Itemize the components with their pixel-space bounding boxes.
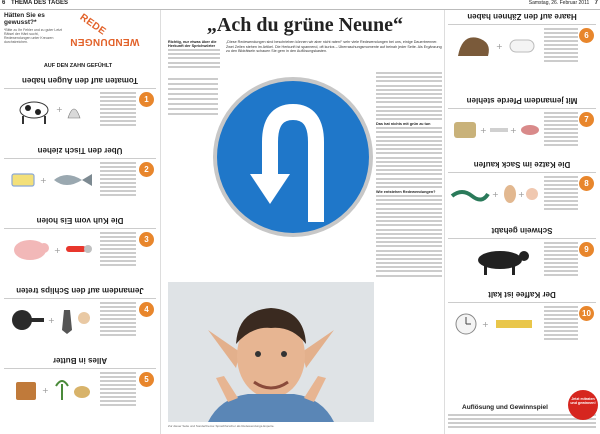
section-label: THEMA DES TAGES (11, 0, 69, 6)
pot-plant-icon (4, 372, 96, 406)
puzzle-pictures (448, 306, 540, 340)
item-rule (448, 302, 596, 303)
item-rule (448, 108, 596, 109)
column-divider-right (444, 10, 445, 434)
prize-stamp: Jetzt mitraten und gewinnen! (568, 390, 598, 420)
worm-cat-icon (448, 176, 540, 210)
puzzle-text (544, 28, 578, 66)
puzzle-pictures (448, 28, 540, 62)
svg-text:+: + (56, 105, 63, 114)
svg-text:+: + (492, 190, 499, 199)
puzzle-number-badge: 1 (139, 92, 154, 107)
puzzle-item-3 (4, 216, 156, 274)
issue-date: Samstag, 26. Februar 2011 (528, 0, 590, 6)
item-rule (4, 228, 156, 229)
puzzle-pictures (4, 162, 96, 196)
puzzle-text (544, 306, 578, 344)
puzzle-pictures (4, 232, 96, 266)
u-turn-sign (168, 72, 374, 282)
redewendungen-banner (68, 12, 140, 47)
teaser-subtitle: AUF DEN ZAHN GEFÜHLT (43, 63, 113, 69)
puzzle-item-4 (4, 286, 156, 344)
puzzle-pictures (4, 372, 96, 406)
puzzle-number-badge: 6 (579, 28, 594, 43)
teaser-text: *Bitte zu Ihr Fehler und zu guter Letzt Rätsel der Hänt sucht, Redewendungen unter Kreuzen durchstreichen. (4, 28, 62, 44)
puzzle-text (100, 232, 136, 270)
u-turn-icon (168, 72, 374, 282)
page-number-left: 6 (2, 0, 6, 6)
puzzle-text (544, 112, 578, 150)
column-heading-2: Das hat nichts mit grün zu tun (376, 122, 431, 127)
puzzle-text (100, 302, 136, 340)
puzzle-item-2 (4, 146, 156, 204)
svg-text:+: + (482, 320, 489, 329)
puzzle-item-9 (448, 226, 596, 284)
puzzle-phrase: Über den Tisch ziehen (37, 146, 123, 155)
header-right (529, 0, 598, 9)
teaser (4, 12, 64, 44)
puzzle-phrase: Die Kuh vom Eis holen (36, 216, 124, 225)
teaser-title: Hätten Sie es gewusst?* (4, 12, 45, 26)
puzzle-number-badge: 7 (579, 112, 594, 127)
puzzle-number-badge: 8 (579, 176, 594, 191)
svg-text:+: + (480, 126, 487, 135)
puzzle-phrase: Mit jemandem Pferde stehlen (466, 96, 578, 105)
cattle-icon (448, 242, 540, 276)
puzzle-text (544, 242, 578, 280)
svg-text:+: + (42, 386, 49, 395)
portrait-photo (168, 282, 374, 422)
svg-text:+: + (54, 246, 61, 255)
puzzle-text (100, 372, 136, 410)
puzzle-phrase: Alles in Butter (52, 356, 108, 365)
puzzle-number-badge: 9 (579, 242, 594, 257)
puzzle-pictures (448, 176, 540, 210)
puzzle-phrase: Haare auf den Zähnen haben (467, 12, 577, 21)
column-heading: Richtig, nur etwas über die Herkunft der Sprichwörter (168, 40, 217, 48)
puzzle-pictures (448, 242, 540, 276)
page-number-right: 7 (594, 0, 598, 6)
puzzle-number-badge: 3 (139, 232, 154, 247)
puzzle-phrase: Der Kaffee ist kalt (488, 290, 556, 299)
column-heading-3: Wie entstehen Redewendungen? (376, 190, 436, 195)
article-left-column-top (168, 40, 220, 70)
puzzle-phrase: Tomaten auf den Augen haben (22, 76, 139, 85)
puzzle-phrase: Schwein gehabt (491, 226, 553, 235)
item-rule (4, 368, 156, 369)
svg-text:+: + (518, 190, 525, 199)
man-with-elf-ears-icon (168, 282, 374, 422)
header-left (2, 0, 68, 9)
article-right-column (376, 72, 442, 422)
article-title: „Ach du grüne Neune“ (206, 14, 404, 36)
puzzle-number-badge: 10 (579, 306, 594, 321)
puzzle-pictures (4, 92, 96, 126)
puzzle-number-badge: 2 (139, 162, 154, 177)
puzzle-item-5 (4, 356, 156, 414)
item-rule (4, 298, 156, 299)
clock-ruler-icon (448, 306, 540, 340)
item-rule (448, 238, 596, 239)
puzzle-number-badge: 5 (139, 372, 154, 387)
puzzle-item-10 (448, 290, 596, 348)
item-rule (4, 158, 156, 159)
banner-upright: REDE (77, 12, 108, 38)
pig-whistle-icon (4, 232, 96, 266)
header-rule (0, 9, 600, 10)
puzzle-pictures (448, 112, 540, 146)
article-intro: „Diese Redewendungen sind beschrieben können wir aber nicht raten!“ sehr viele Redewendungen bei uns, einige Dauerbrenner. Zwei Zeilen stehen im Artikel. Die Herkunft ist spannend, oft kurios – Überraschungsmomente auf beinah jeder Seite. Als Ergänzung zu den Bildrätseln schauen Sie gern in den Auflösungskasten. (226, 40, 442, 54)
pan-tie-icon (4, 302, 96, 336)
puzzle-pictures (4, 302, 96, 336)
item-rule (448, 24, 596, 25)
puzzle-item-1 (4, 76, 156, 134)
svg-text:+: + (48, 316, 55, 325)
svg-text:+: + (40, 176, 47, 185)
horse-lips-icon (448, 112, 540, 146)
puzzle-text (100, 92, 136, 130)
puzzle-item-7 (448, 96, 596, 154)
puzzle-item-6 (448, 12, 596, 70)
puzzle-phrase: Jemandem auf den Schlips treten (16, 286, 144, 295)
butter-fish-icon (4, 162, 96, 196)
puzzle-text (100, 162, 136, 200)
photo-caption: Zur dieser Seite und Sonderthema: Sprachforscher als Redewendungs-Experte. (168, 424, 275, 428)
item-rule (4, 88, 156, 89)
solution-title: Auflösung und Gewinnspiel (462, 404, 548, 411)
cow-bell-icon (4, 92, 96, 126)
puzzle-phrase: Die Katze im Sack kaufen (473, 160, 571, 169)
puzzle-number-badge: 4 (139, 302, 154, 317)
banner-flipped: WENDUNGEN (70, 36, 140, 47)
svg-text:+: + (496, 42, 503, 51)
column-divider-left (160, 10, 161, 434)
puzzle-text (544, 176, 578, 214)
hair-teeth-icon (448, 28, 540, 62)
svg-text:+: + (510, 126, 517, 135)
puzzle-item-8 (448, 160, 596, 218)
item-rule (448, 172, 596, 173)
